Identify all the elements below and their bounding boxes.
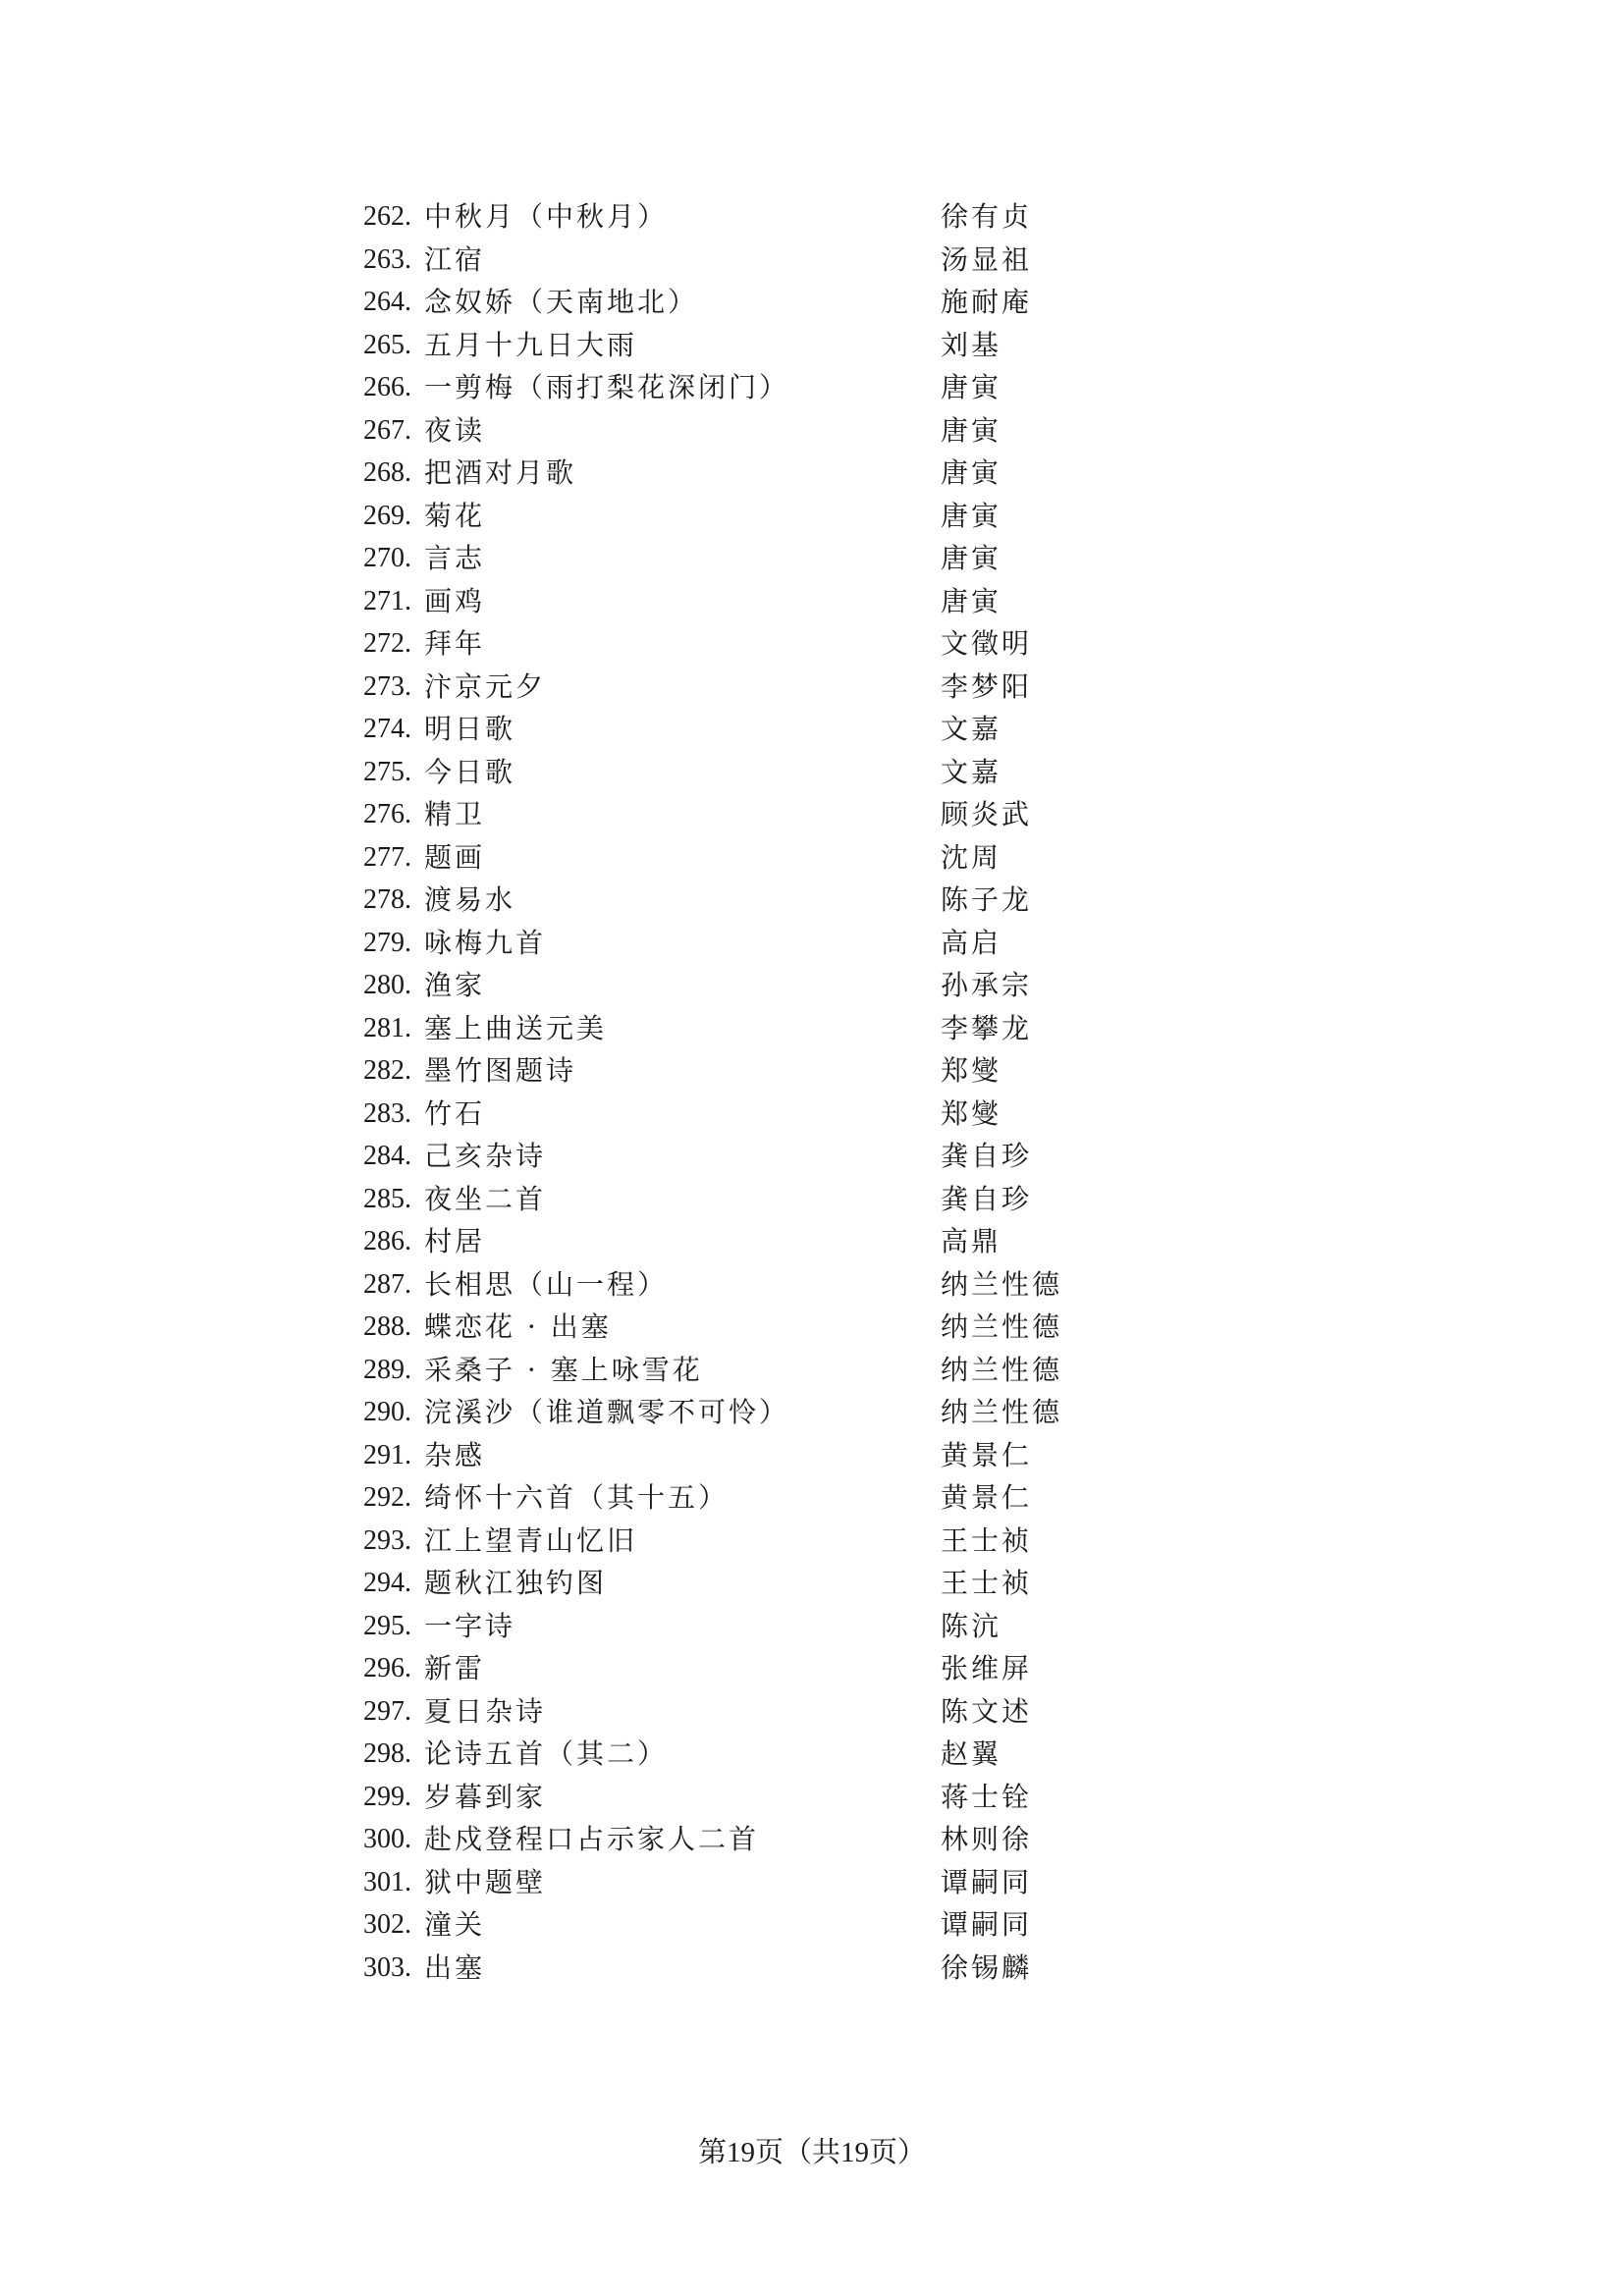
poem-author: 张维屏 bbox=[941, 1652, 1033, 1684]
poem-number: 295. bbox=[363, 1610, 411, 1641]
poem-title: 五月十九日大雨 bbox=[424, 328, 638, 361]
poem-author: 黄景仁 bbox=[941, 1438, 1033, 1471]
poem-row bbox=[363, 708, 1149, 751]
poem-row bbox=[363, 964, 1149, 1007]
poem-title: 精卫 bbox=[424, 798, 486, 830]
poem-title: 蝶恋花 · 出塞 bbox=[424, 1310, 612, 1343]
poem-title: 新雷 bbox=[424, 1652, 486, 1684]
poem-row bbox=[363, 1349, 1149, 1392]
poem-title: 画鸡 bbox=[424, 584, 486, 617]
poem-author: 纳兰性德 bbox=[941, 1267, 1063, 1301]
poem-row bbox=[363, 1263, 1149, 1307]
poem-number: 273. bbox=[363, 670, 411, 702]
poem-author: 文徵明 bbox=[941, 627, 1033, 660]
poem-number: 303. bbox=[363, 1951, 411, 1983]
poem-number: 291. bbox=[363, 1439, 411, 1470]
poem-title: 题画 bbox=[424, 840, 486, 874]
poem-author: 王士祯 bbox=[941, 1523, 1033, 1557]
poem-row bbox=[363, 1861, 1149, 1904]
poem-row bbox=[363, 1947, 1149, 1990]
poem-row bbox=[363, 793, 1149, 836]
poem-row bbox=[363, 324, 1149, 367]
poem-author: 陈子龙 bbox=[941, 883, 1033, 916]
poem-number: 288. bbox=[363, 1311, 411, 1342]
poem-number: 298. bbox=[363, 1738, 411, 1769]
poem-row bbox=[363, 1434, 1149, 1477]
poem-title: 夏日杂诗 bbox=[424, 1694, 547, 1728]
poem-author: 纳兰性德 bbox=[941, 1396, 1063, 1428]
poem-row bbox=[363, 366, 1149, 409]
poem-row bbox=[363, 922, 1149, 965]
poem-author: 蒋士铨 bbox=[941, 1780, 1033, 1813]
poem-author: 施耐庵 bbox=[941, 286, 1033, 318]
poem-number: 300. bbox=[363, 1824, 411, 1854]
poem-row bbox=[363, 1690, 1149, 1734]
poem-row bbox=[363, 1391, 1149, 1434]
poem-row bbox=[363, 1007, 1149, 1050]
poem-row bbox=[363, 1903, 1149, 1947]
poem-author: 顾炎武 bbox=[941, 798, 1033, 830]
poem-author: 汤显祖 bbox=[941, 242, 1033, 276]
poem-number: 278. bbox=[363, 884, 411, 915]
poem-title: 夜读 bbox=[424, 413, 486, 447]
poem-row bbox=[363, 1476, 1149, 1520]
poem-row bbox=[363, 622, 1149, 666]
poem-number: 299. bbox=[363, 1781, 411, 1812]
poem-row bbox=[363, 666, 1149, 709]
poem-author: 唐寅 bbox=[941, 413, 1002, 447]
poem-number: 289. bbox=[363, 1354, 411, 1385]
poem-author: 李梦阳 bbox=[941, 669, 1033, 703]
poem-number: 294. bbox=[363, 1568, 411, 1598]
poem-author: 唐寅 bbox=[941, 371, 1002, 403]
poem-row bbox=[363, 195, 1149, 239]
poem-number: 267. bbox=[363, 414, 411, 446]
poem-row bbox=[363, 537, 1149, 580]
poem-number: 293. bbox=[363, 1524, 411, 1556]
poem-row bbox=[363, 1520, 1149, 1563]
poem-number: 272. bbox=[363, 628, 411, 659]
poem-title: 岁暮到家 bbox=[424, 1780, 547, 1813]
poem-row bbox=[363, 879, 1149, 922]
poem-title: 绮怀十六首（其十五） bbox=[424, 1481, 730, 1514]
poem-list bbox=[363, 195, 1149, 1989]
poem-row bbox=[363, 409, 1149, 453]
poem-row bbox=[363, 239, 1149, 282]
poem-title: 村居 bbox=[424, 1225, 486, 1257]
poem-title: 念奴娇（天南地北） bbox=[424, 286, 699, 318]
poem-author: 赵翼 bbox=[941, 1737, 1002, 1770]
poem-title: 狱中题壁 bbox=[424, 1865, 547, 1898]
poem-row bbox=[363, 1776, 1149, 1819]
poem-author: 唐寅 bbox=[941, 456, 1002, 489]
poem-title: 一剪梅（雨打梨花深闭门） bbox=[424, 371, 790, 403]
poem-author: 文嘉 bbox=[941, 713, 1002, 745]
poem-number: 284. bbox=[363, 1141, 411, 1171]
poem-number: 263. bbox=[363, 243, 411, 275]
poem-title: 渡易水 bbox=[424, 883, 516, 916]
poem-number: 302. bbox=[363, 1909, 411, 1940]
poem-author: 林则徐 bbox=[941, 1823, 1033, 1855]
poem-number: 264. bbox=[363, 287, 411, 317]
poem-title: 咏梅九首 bbox=[424, 926, 547, 959]
poem-title: 墨竹图题诗 bbox=[424, 1054, 577, 1087]
poem-title: 渔家 bbox=[424, 969, 486, 1001]
poem-title: 把酒对月歌 bbox=[424, 456, 577, 489]
poem-row bbox=[363, 751, 1149, 794]
poem-number: 276. bbox=[363, 799, 411, 829]
poem-title: 论诗五首（其二） bbox=[424, 1737, 669, 1770]
poem-title: 题秋江独钓图 bbox=[424, 1567, 608, 1599]
poem-title: 一字诗 bbox=[424, 1609, 516, 1642]
poem-author: 文嘉 bbox=[941, 755, 1002, 788]
poem-row bbox=[363, 1135, 1149, 1178]
poem-number: 265. bbox=[363, 329, 411, 360]
poem-author: 陈沆 bbox=[941, 1609, 1002, 1642]
poem-number: 282. bbox=[363, 1055, 411, 1086]
poem-author: 李攀龙 bbox=[941, 1011, 1033, 1044]
poem-row bbox=[363, 580, 1149, 623]
poem-number: 285. bbox=[363, 1183, 411, 1214]
poem-author: 陈文述 bbox=[941, 1694, 1033, 1728]
poem-author: 谭嗣同 bbox=[941, 1865, 1033, 1898]
page-footer: 第19页（共19页） bbox=[697, 2137, 926, 2168]
poem-title: 汴京元夕 bbox=[424, 669, 547, 703]
poem-author: 郑燮 bbox=[941, 1096, 1002, 1130]
poem-title: 江宿 bbox=[424, 242, 486, 276]
poem-author: 孙承宗 bbox=[941, 969, 1033, 1001]
poem-title: 明日歌 bbox=[424, 713, 516, 745]
poem-number: 292. bbox=[363, 1482, 411, 1513]
poem-row bbox=[363, 1093, 1149, 1136]
poem-number: 277. bbox=[363, 841, 411, 873]
poem-row bbox=[363, 1605, 1149, 1648]
poem-author: 唐寅 bbox=[941, 584, 1002, 617]
poem-row bbox=[363, 1818, 1149, 1861]
poem-row bbox=[363, 1647, 1149, 1690]
poem-row bbox=[363, 836, 1149, 880]
poem-row bbox=[363, 495, 1149, 538]
poem-row bbox=[363, 1733, 1149, 1776]
poem-number: 280. bbox=[363, 970, 411, 1000]
poem-number: 269. bbox=[363, 500, 411, 531]
poem-number: 262. bbox=[363, 201, 411, 232]
poem-number: 275. bbox=[363, 756, 411, 787]
poem-title: 出塞 bbox=[424, 1950, 486, 1984]
poem-number: 268. bbox=[363, 457, 411, 488]
poem-author: 高启 bbox=[941, 926, 1002, 959]
poem-row bbox=[363, 1306, 1149, 1349]
poem-author: 徐有贞 bbox=[941, 200, 1033, 233]
poem-title: 拜年 bbox=[424, 627, 486, 660]
poem-number: 270. bbox=[363, 543, 411, 573]
poem-title: 言志 bbox=[424, 542, 486, 574]
poem-number: 296. bbox=[363, 1653, 411, 1683]
poem-row bbox=[363, 1562, 1149, 1605]
poem-number: 290. bbox=[363, 1397, 411, 1427]
poem-row bbox=[363, 1049, 1149, 1093]
poem-author: 纳兰性德 bbox=[941, 1310, 1063, 1343]
poem-number: 301. bbox=[363, 1866, 411, 1897]
poem-row bbox=[363, 281, 1149, 324]
poem-title: 塞上曲送元美 bbox=[424, 1011, 608, 1044]
poem-author: 唐寅 bbox=[941, 499, 1002, 532]
poem-author: 高鼎 bbox=[941, 1225, 1002, 1257]
poem-author: 沈周 bbox=[941, 840, 1002, 874]
poem-number: 274. bbox=[363, 714, 411, 744]
poem-author: 纳兰性德 bbox=[941, 1353, 1063, 1386]
poem-row bbox=[363, 1178, 1149, 1221]
poem-number: 281. bbox=[363, 1012, 411, 1043]
poem-title: 赴戍登程口占示家人二首 bbox=[424, 1823, 760, 1855]
poem-number: 286. bbox=[363, 1226, 411, 1256]
poem-title: 长相思（山一程） bbox=[424, 1267, 669, 1301]
poem-title: 竹石 bbox=[424, 1096, 486, 1130]
poem-number: 266. bbox=[363, 372, 411, 402]
poem-title: 菊花 bbox=[424, 499, 486, 532]
poem-title: 今日歌 bbox=[424, 755, 516, 788]
poem-number: 287. bbox=[363, 1268, 411, 1300]
poem-number: 279. bbox=[363, 927, 411, 958]
poem-title: 中秋月（中秋月） bbox=[424, 200, 669, 233]
poem-author: 龚自珍 bbox=[941, 1140, 1033, 1172]
poem-author: 刘基 bbox=[941, 328, 1002, 361]
poem-number: 271. bbox=[363, 585, 411, 616]
poem-author: 王士祯 bbox=[941, 1567, 1033, 1599]
poem-author: 龚自珍 bbox=[941, 1182, 1033, 1215]
poem-title: 夜坐二首 bbox=[424, 1182, 547, 1215]
poem-author: 谭嗣同 bbox=[941, 1908, 1033, 1941]
poem-author: 徐锡麟 bbox=[941, 1950, 1033, 1984]
poem-title: 采桑子 · 塞上咏雪花 bbox=[424, 1353, 703, 1386]
poem-author: 黄景仁 bbox=[941, 1481, 1033, 1514]
poem-title: 己亥杂诗 bbox=[424, 1140, 547, 1172]
poem-author: 唐寅 bbox=[941, 542, 1002, 574]
poem-number: 297. bbox=[363, 1695, 411, 1727]
poem-author: 郑燮 bbox=[941, 1054, 1002, 1087]
poem-title: 杂感 bbox=[424, 1438, 486, 1471]
poem-number: 283. bbox=[363, 1097, 411, 1129]
poem-row bbox=[363, 1220, 1149, 1263]
poem-title: 潼关 bbox=[424, 1908, 486, 1941]
poem-row bbox=[363, 452, 1149, 495]
poem-title: 浣溪沙（谁道飘零不可怜） bbox=[424, 1396, 790, 1428]
poem-title: 江上望青山忆旧 bbox=[424, 1523, 638, 1557]
